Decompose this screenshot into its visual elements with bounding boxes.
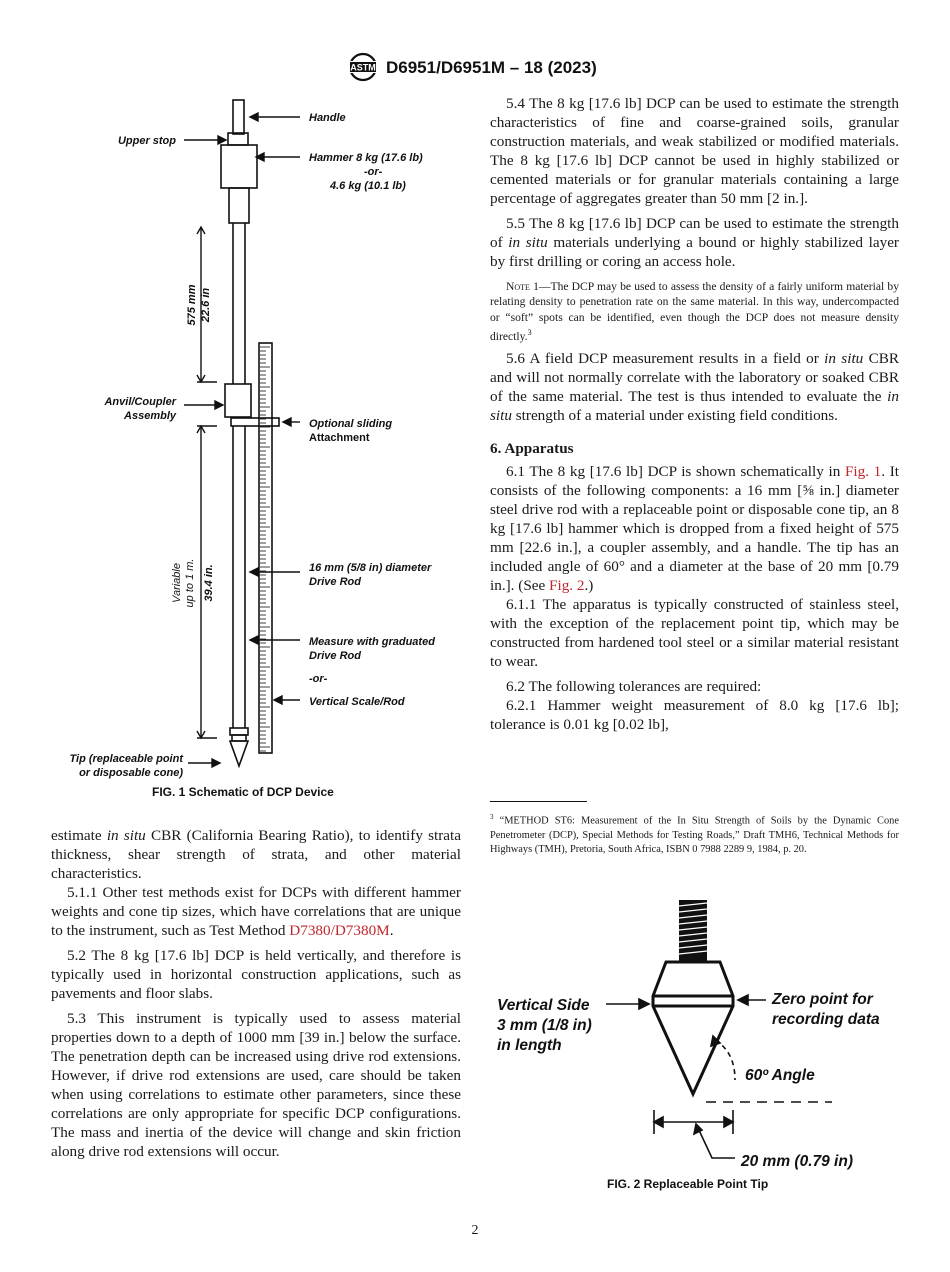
label-rod-1: 16 mm (5/8 in) diameter bbox=[309, 562, 432, 574]
astm-logo-icon bbox=[346, 52, 380, 82]
para-6-1-1: 6.1.1 The apparatus is typically constructed of stainless steel, with the exception of the replacement point tip, which may be constructed from hardened tool steel or a similar material resistant to wear. bbox=[490, 596, 899, 671]
label-measure-2: Drive Rod bbox=[309, 650, 361, 662]
para-6-1: 6.1 The 8 kg [17.6 lb] DCP is shown schematically in Fig. 1. It consists of the following components: a 16 mm [⅝ in.] diameter steel drive rod with a replaceable point or disposable cone tip, an 8 kg [17.6 lb] hammer which is dropped from a fixed height of 575 mm [22.6 in.], a coupler assembly, and a handle. The tip has an included angle of 60° and a diameter at the base of 20 mm [0.79 in.]. (See Fig. 2.) bbox=[490, 463, 899, 595]
hammer-shape bbox=[221, 145, 257, 188]
para-6-2: 6.2 The following tolerances are required: bbox=[506, 678, 762, 696]
link-d7380[interactable]: D7380/D7380M bbox=[289, 922, 390, 939]
label-vertical-side-2: 3 mm (1/8 in) bbox=[497, 1017, 592, 1034]
para-5-5: 5.5 The 8 kg [17.6 lb] DCP can be used to estimate the strength of in situ materials underlying a bound or highly stabilized layer by first drilling or coring an access hole. bbox=[490, 215, 899, 270]
label-vertical-side-3: in length bbox=[497, 1037, 562, 1054]
handle-shape bbox=[233, 100, 244, 134]
para-5-3: 5.3 This instrument is typically used to assess material properties down to a depth of 1000 mm [39 in.] below the surface. The penetration depth can be increased using drive rod extensions. However, if drive rod extensions are used, care should be taken when using correlations to estimate other parameters, since these correlations are only appropriate for specific DCP configurations. The mass and inertia of the device will change and skin friction along drive rod extensions will occur. bbox=[51, 1010, 461, 1160]
label-tip-1: Tip (replaceable point bbox=[69, 753, 183, 765]
anvil-shape bbox=[225, 384, 251, 417]
para-5-1-cont: estimate in situ CBR (California Bearing Ratio), to identify strata thickness, shear strength of strata, and other material characteristics. bbox=[51, 827, 461, 882]
page-number: 2 bbox=[471, 1223, 479, 1238]
label-measure-or: -or- bbox=[309, 673, 328, 685]
label-upper-stop: Upper stop bbox=[117, 135, 176, 147]
note-1: Note 1—The DCP may be used to assess the density of a fairly uniform material by relating density to penetration rate on the same material. In this way, undercompacted or “soft” spots can be identified, even though the DCP does not measure density directly.$^3$ bbox=[490, 280, 899, 343]
page-header bbox=[0, 52, 950, 86]
label-hammer-2: 4.6 kg (10.1 lb) bbox=[330, 180, 406, 192]
fig1-caption: FIG. 1 Schematic of DCP Device bbox=[152, 785, 334, 799]
label-vertical-scale: Vertical Scale/Rod bbox=[309, 696, 405, 708]
footnote-3: $^3$ “METHOD ST6: Measurement of the In Situ Strength of Soils by the Dynamic Cone Penetrometer (DCP), Special Methods for Testing Roads,” Draft TMH6, Technical Methods for Highways (TMH), Pretoria, South Africa, ISBN 0 7988 2289 9, 1984, p. 20. bbox=[490, 813, 899, 855]
label-handle: Handle bbox=[309, 112, 346, 124]
fig2-caption: FIG. 2 Replaceable Point Tip bbox=[607, 1177, 769, 1191]
label-zero-point-2: recording data bbox=[772, 1011, 880, 1028]
upper-stop-shape bbox=[228, 133, 248, 145]
label-anvil-1: Anvil/Coupler bbox=[104, 396, 176, 408]
fig2-point-tip bbox=[490, 890, 910, 1175]
fig1-schematic bbox=[40, 92, 470, 792]
right-column bbox=[490, 94, 899, 734]
label-variable-1: Variable bbox=[171, 563, 183, 603]
label-anvil-2: Assembly bbox=[124, 410, 176, 422]
label-measure-1: Measure with graduated bbox=[309, 636, 435, 648]
para-5-2: 5.2 The 8 kg [17.6 lb] DCP is held vertically, and therefore is typically used in horizontal construction applications, such as pavements and floor slabs. bbox=[51, 947, 461, 1002]
label-rod-2: Drive Rod bbox=[309, 576, 361, 588]
label-sliding-1: Optional sliding bbox=[309, 418, 393, 430]
para-6-2-1: 6.2.1 Hammer weight measurement of 8.0 kg [17.6 lb]; tolerance is 0.01 kg [0.02 lb], bbox=[490, 697, 899, 734]
vertical-scale-shape bbox=[259, 343, 272, 753]
designation: D6951/D6951M – 18 (2023) bbox=[386, 58, 597, 77]
label-drop-in: 22.6 in bbox=[200, 287, 212, 323]
label-vertical-side-1: Vertical Side bbox=[497, 997, 590, 1014]
footnote-rule bbox=[490, 801, 587, 802]
link-fig-1[interactable]: Fig. 1 bbox=[844, 463, 882, 481]
para-5-1-1: 5.1.1 Other test methods exist for DCPs with different hammer weights and cone tip sizes, which have correlations that are unique to the instrument, such as Test Method D7380/D7380M. bbox=[51, 884, 461, 939]
section-6-heading: 6. Apparatus bbox=[490, 440, 574, 458]
para-5-6: 5.6 A field DCP measurement results in a field or in situ CBR and will not normally correlate with the laboratory or soaked CBR of the same material. The test is thus intended to evaluate the in situ strength of a material under existing field conditions. bbox=[490, 350, 899, 425]
svg-text:ASTM: ASTM bbox=[350, 62, 376, 73]
label-sliding-2: Attachment bbox=[309, 432, 370, 444]
label-variable-2: up to 1 m. bbox=[184, 558, 196, 608]
label-variable-3: 39.4 in. bbox=[203, 564, 215, 602]
label-hammer-1: Hammer 8 kg (17.6 lb) bbox=[309, 152, 423, 164]
label-hammer-or: -or- bbox=[364, 166, 383, 178]
scale-ticks bbox=[260, 347, 270, 751]
tip-shape bbox=[230, 741, 248, 766]
link-fig-2[interactable]: Fig. 2 bbox=[549, 577, 585, 595]
label-tip-2: or disposable cone) bbox=[79, 767, 183, 779]
label-zero-point-1: Zero point for bbox=[772, 991, 873, 1008]
para-5-4: 5.4 The 8 kg [17.6 lb] DCP can be used to estimate the strength characteristics of fine and coarse-grained soils, granular construction materials, and weak stabilized or modified materials. The 8 kg [17.6 lb] DCP cannot be used in highly stabilized or cemented materials or for granular materials containing a large percentage of aggregates greater than 50 mm [2 in.]. bbox=[490, 95, 899, 207]
left-column bbox=[51, 826, 461, 1161]
label-drop-mm: 575 mm bbox=[186, 284, 198, 326]
cone-shape bbox=[653, 962, 733, 1094]
label-angle: 60º Angle bbox=[745, 1067, 815, 1084]
label-diameter: 20 mm (0.79 in) bbox=[741, 1153, 853, 1170]
